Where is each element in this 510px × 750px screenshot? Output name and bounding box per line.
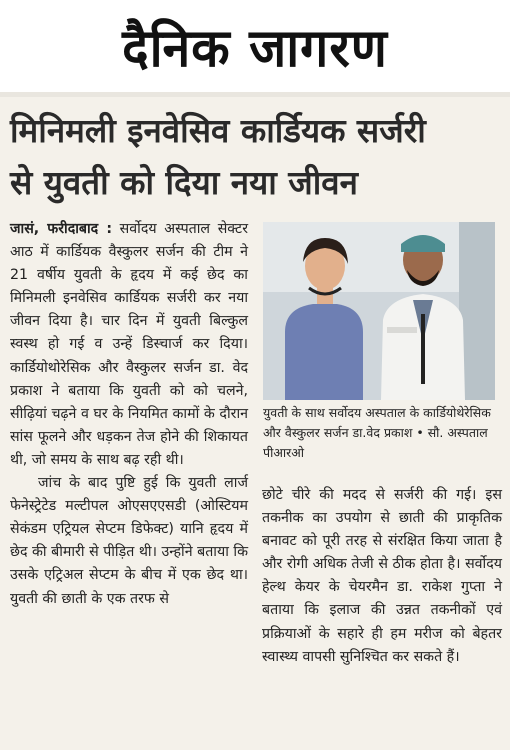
paragraph-1-text: सर्वोदय अस्पताल सेक्टर आठ में कार्डियक वैस्कुलर सर्जन की टीम ने 21 वर्षीय युवती के हृदय में कई छेद का मिनिमली इनवेसिव कार्डियक सर्जरी कर नया जीवन दिया है। चार दिन में युवती बिल्कुल स्वस्थ हो गई व उन्हें डिस्चार्ज कर दिया। कार्डियोथोरेसिक और वैस्कुलर सर्जन डा. वेद प्रकाश ने बताया कि युवती को को चलने, सीढ़ियां चढ़ने व घर के नियमित कामों के दौरान सांस फूलने और धड़कन तेज होने की शिकायत थी, जो समय के साथ बढ़ रही थी। [10,221,248,468]
photo-illustration [263,222,495,400]
dateline: जासं, फरीदाबाद : [10,221,112,237]
masthead [0,0,510,92]
article-paragraph-1 [10,218,248,472]
headline-line-2: से युवती को दिया नया जीवन [10,163,358,202]
newspaper-title: दैनिक जागरण [122,17,388,79]
article-paragraph-2: जांच के बाद पुष्टि हुई कि युवती लार्ज फेनेस्ट्रेटेड मल्टीपल ओएसएएसडी (ओस्टियम सेकंडम एट्रियल सेप्टम डिफेक्ट) यानि हृदय में छेद की बीमारी से पीड़ित थी। उन्होंने बताया कि उसके एट्रिअल सेप्टम के बीच में एक छेद था। युवती की छाती के एक तरफ से [10,475,248,607]
photo-caption: युवती के साथ सर्वोदय अस्पताल के कार्डियोथेरेसिक और वैस्कुलर सर्जन डा.वेद प्रकाश • सौ. अस्पताल पीआरओ [263,405,491,460]
article-headline [10,105,500,209]
article-paragraph-3: छोटे चीरे की मदद से सर्जरी की गई। इस तकनीक का उपयोग से छाती की प्राकृतिक बनावट को पूरी तरह से संरक्षित किया जाता है और रोगी अधिक तेजी से ठीक होता है। सर्वोदय हेल्थ केयर के चेयरमैन डा. राकेश गुप्ता ने बताया कि इलाज की उन्नत तकनीकों एवं प्रक्रियाओं के सहारे ही हम मरीज को बेहतर स्वास्थ्य वापसी सुनिश्चित कर सकते हैं। [262,487,502,665]
article-body-left-column [10,218,248,611]
article-photo [263,222,495,400]
headline-line-1: मिनिमली इनवेसिव कार्डियक सर्जरी [10,111,426,150]
masthead-divider [0,92,510,97]
article-body-right-column [262,484,502,669]
